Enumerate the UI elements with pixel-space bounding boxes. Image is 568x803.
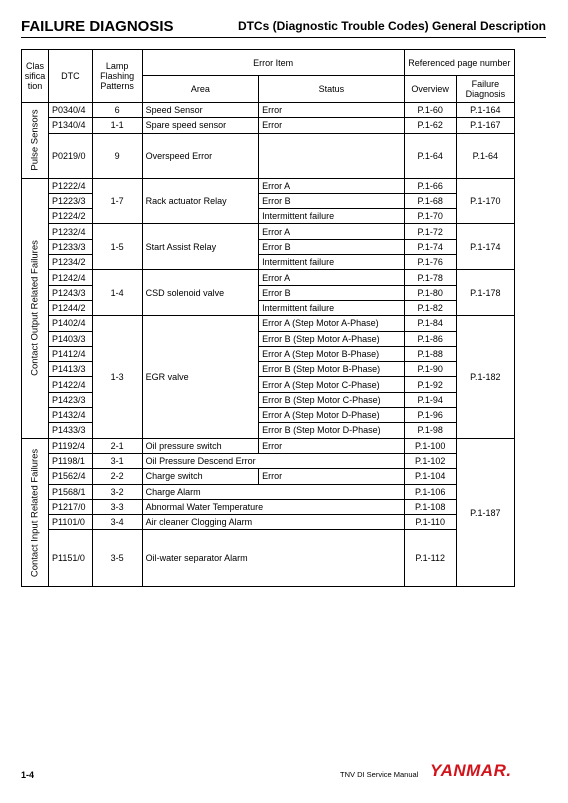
lamp-pattern: 1-5 [92,224,142,270]
status: Error [259,103,405,118]
status: Error B (Step Motor A-Phase) [259,331,405,346]
dtc-code: P1568/1 [49,484,93,499]
header-overview: Overview [404,76,456,103]
area: Oil-water separator Alarm [142,530,404,587]
status: Error [259,438,405,453]
overview-page: P.1-92 [404,377,456,392]
dtc-code: P1151/0 [49,530,93,587]
overview-page: P.1-76 [404,255,456,270]
lamp-pattern: 1-1 [92,118,142,133]
overview-page: P.1-112 [404,530,456,587]
header-lamp: Lamp Flashing Patterns [92,50,142,103]
status: Intermittent failure [259,209,405,224]
overview-page: P.1-74 [404,239,456,254]
dtc-code: P1423/3 [49,392,93,407]
status: Error A [259,178,405,193]
dtc-code: P1244/2 [49,300,93,315]
lamp-pattern: 9 [92,133,142,178]
area: Overspeed Error [142,133,258,178]
status: Error A (Step Motor A-Phase) [259,316,405,331]
overview-page: P.1-104 [404,469,456,484]
dtc-code: P1402/4 [49,316,93,331]
status: Error A [259,224,405,239]
dtc-code: P1101/0 [49,515,93,530]
failure-page: P.1-64 [456,133,514,178]
lamp-pattern: 1-3 [92,316,142,438]
overview-page: P.1-84 [404,316,456,331]
lamp-pattern: 3-4 [92,515,142,530]
group-label: Contact Input Related Failures [22,438,49,587]
dtc-code: P1223/3 [49,193,93,208]
lamp-pattern: 3-5 [92,530,142,587]
area: Air cleaner Clogging Alarm [142,515,404,530]
group-label: Contact Output Related Failures [22,178,49,438]
overview-page: P.1-66 [404,178,456,193]
dtc-code: P0340/4 [49,103,93,118]
overview-page: P.1-78 [404,270,456,285]
overview-page: P.1-110 [404,515,456,530]
header-error-item: Error Item [142,50,404,76]
overview-page: P.1-88 [404,346,456,361]
dtc-code: P1224/2 [49,209,93,224]
dtc-code: P1192/4 [49,438,93,453]
overview-page: P.1-64 [404,133,456,178]
header-failure-diagnosis: Failure Diagnosis [456,76,514,103]
overview-page: P.1-90 [404,362,456,377]
area: Spare speed sensor [142,118,258,133]
overview-page: P.1-98 [404,423,456,438]
yanmar-logo: YANMAR. [430,761,512,780]
page-title: FAILURE DIAGNOSIS [21,18,174,35]
overview-page: P.1-96 [404,408,456,423]
header-dtc: DTC [49,50,93,103]
overview-page: P.1-108 [404,499,456,514]
overview-page: P.1-100 [404,438,456,453]
overview-page: P.1-70 [404,209,456,224]
header-status: Status [259,76,405,103]
dtc-code: P1233/3 [49,239,93,254]
dtc-code: P1234/2 [49,255,93,270]
dtc-code: P1243/3 [49,285,93,300]
status: Error B (Step Motor D-Phase) [259,423,405,438]
dtc-code: P1232/4 [49,224,93,239]
manual-title: TNV DI Service Manual [340,770,419,779]
dtc-code: P1242/4 [49,270,93,285]
failure-page: P.1-164 [456,103,514,118]
failure-page: P.1-187 [456,438,514,587]
area: Speed Sensor [142,103,258,118]
page-number: 1-4 [21,770,35,780]
area: Charge switch [142,469,258,484]
dtc-code: P1222/4 [49,178,93,193]
lamp-pattern: 1-4 [92,270,142,316]
dtc-table [21,49,515,587]
dtc-code: P1217/0 [49,499,93,514]
status: Error B [259,285,405,300]
dtc-code: P1403/3 [49,331,93,346]
group-label: Pulse Sensors [22,103,49,179]
header-referenced-page: Referenced page number [404,50,514,76]
status [259,133,405,178]
dtc-code: P0219/0 [49,133,93,178]
lamp-pattern: 6 [92,103,142,118]
header-divider [21,37,546,38]
status: Error A (Step Motor D-Phase) [259,408,405,423]
overview-page: P.1-60 [404,103,456,118]
dtc-code: P1340/4 [49,118,93,133]
dtc-code: P1433/3 [49,423,93,438]
area: CSD solenoid valve [142,270,258,316]
failure-page: P.1-170 [456,178,514,224]
area: Start Assist Relay [142,224,258,270]
area: Oil pressure switch [142,438,258,453]
lamp-pattern: 1-7 [92,178,142,224]
failure-page: P.1-167 [456,118,514,133]
overview-page: P.1-82 [404,300,456,315]
failure-page: P.1-182 [456,316,514,438]
area: Oil Pressure Descend Error [142,453,404,468]
dtc-code: P1412/4 [49,346,93,361]
dtc-code: P1432/4 [49,408,93,423]
overview-page: P.1-86 [404,331,456,346]
overview-page: P.1-62 [404,118,456,133]
overview-page: P.1-72 [404,224,456,239]
status: Error B [259,239,405,254]
dtc-code: P1562/4 [49,469,93,484]
lamp-pattern: 3-1 [92,453,142,468]
area: Abnormal Water Temperature [142,499,404,514]
status: Error A [259,270,405,285]
status: Intermittent failure [259,255,405,270]
status: Error B [259,193,405,208]
header-classification: Clas sifica tion [22,50,49,103]
area: Rack actuator Relay [142,178,258,224]
overview-page: P.1-94 [404,392,456,407]
lamp-pattern: 3-3 [92,499,142,514]
status: Error [259,469,405,484]
failure-page: P.1-174 [456,224,514,270]
overview-page: P.1-102 [404,453,456,468]
status: Error A (Step Motor C-Phase) [259,377,405,392]
status: Error A (Step Motor B-Phase) [259,346,405,361]
status: Intermittent failure [259,300,405,315]
lamp-pattern: 3-2 [92,484,142,499]
lamp-pattern: 2-2 [92,469,142,484]
status: Error B (Step Motor C-Phase) [259,392,405,407]
status: Error B (Step Motor B-Phase) [259,362,405,377]
header-area: Area [142,76,258,103]
area: Charge Alarm [142,484,404,499]
dtc-code: P1413/3 [49,362,93,377]
section-title: DTCs (Diagnostic Trouble Codes) General Description [237,19,546,33]
failure-page: P.1-178 [456,270,514,316]
overview-page: P.1-80 [404,285,456,300]
overview-page: P.1-68 [404,193,456,208]
area: EGR valve [142,316,258,438]
lamp-pattern: 2-1 [92,438,142,453]
dtc-code: P1422/4 [49,377,93,392]
status: Error [259,118,405,133]
dtc-code: P1198/1 [49,453,93,468]
overview-page: P.1-106 [404,484,456,499]
